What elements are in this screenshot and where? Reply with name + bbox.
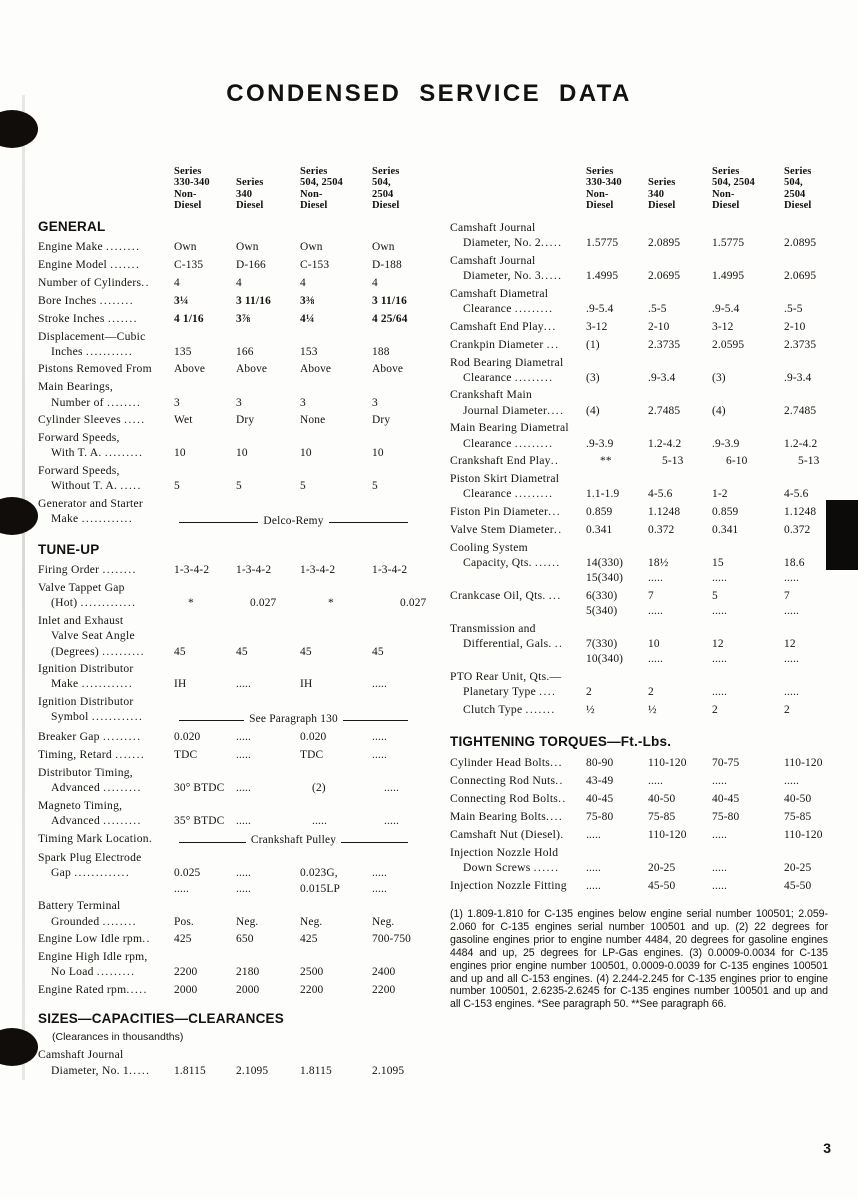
table-row: Fiston Pin Diameter... 0.859 1.1248 0.859 1.1248	[450, 505, 817, 519]
table-row: Crankpin Diameter ... (1) 2.3735 2.0595 2.3735	[450, 337, 817, 351]
table-row: Pistons Removed From Above Above Above Above	[38, 362, 404, 376]
table-row: Cylinder Sleeves ..... Wet Dry None Dry	[38, 413, 391, 427]
section-heading-sizes: SIZES—CAPACITIES—CLEARANCES	[38, 1011, 284, 1027]
title-word-1: CONDENSED	[226, 80, 402, 107]
span-value: Crankshaft Pulley	[250, 834, 337, 847]
rule-left	[179, 842, 246, 843]
table-row: Main Bearings, Number of ........ 3 3 3 3	[38, 380, 378, 409]
table-row: Crankshaft Main Journal Diameter.... (4) 2.7485 (4) 2.7485	[450, 388, 817, 417]
column-header-row-left	[38, 150, 413, 212]
section-body-sizes-right	[450, 220, 825, 718]
table-row: Engine Low Idle rpm.. 425 650 425 700-750	[38, 932, 412, 946]
table-row: Battery Terminal Grounded ........ Pos. Neg. Neg. Neg.	[38, 899, 395, 928]
table-row: Magneto Timing, Advanced ......... 35° BTDC ..... ..... .....	[38, 798, 399, 827]
table-row: Forward Speeds, With T. A. ......... 10 10 10 10	[38, 431, 384, 460]
table-row: Main Bearing Diametral Clearance ......... .9-3.9 1.2-4.2 .9-3.9 1.2-4.2	[450, 421, 818, 450]
section-heading-tuneup: TUNE-UP	[38, 542, 100, 558]
rule-right	[341, 842, 408, 843]
table-row: Breaker Gap ......... 0.020 ..... 0.020 .....	[38, 729, 387, 743]
table-row: Camshaft Nut (Diesel). ..... 110-120 ..... 110-120	[450, 827, 823, 841]
table-row: Camshaft Journal Diameter, No. 1..... 1.8115 2.1095 1.8115 2.1095	[38, 1048, 405, 1077]
table-row: Piston Skirt Diametral Clearance ......... 1.1-1.9 4-5.6 1-2 4-5.6	[450, 472, 809, 501]
table-row: Engine Model ....... C-135 D-166 C-153 D-188	[38, 257, 402, 271]
table-row: Valve Stem Diameter.. 0.341 0.372 0.341 0.372	[450, 522, 811, 536]
rule-right	[343, 720, 408, 721]
binding-hole-mark-1	[0, 110, 38, 148]
rule-left	[179, 522, 258, 523]
table-row: Transmission and Differential, Gals. .. 7(330) 10 12 12 10(340) ..... ..... .....	[450, 621, 799, 666]
section-body-tuneup	[38, 562, 427, 998]
table-row: Camshaft Journal Diameter, No. 2..... 1.5775 2.0895 1.5775 2.0895	[450, 221, 817, 250]
table-row: Generator and Starter Make ............ Delco-Remy	[38, 496, 413, 529]
column-header-row-right	[450, 150, 825, 212]
rule-left	[179, 720, 244, 721]
span-value: See Paragraph 130	[249, 713, 338, 726]
column-header-series-504-2504-nondiesel-right: Series 504, 2504 Non- Diesel	[712, 165, 755, 212]
table-row: Cooling System Capacity, Qts. ...... 14(330) 18½ 15 18.6 15(340) ..... ..... .....	[450, 540, 805, 585]
table-row: Engine Rated rpm..... 2000 2000 2200 2200	[38, 983, 396, 997]
binding-hole-mark-3	[0, 1028, 38, 1066]
page-number: 3	[823, 1140, 831, 1156]
table-row: Injection Nozzle Fitting ..... 45-50 ..... 45-50	[450, 878, 812, 892]
footnotes-block	[450, 908, 828, 1011]
section-body-sizes-left	[38, 1047, 413, 1078]
title-word-3: DATA	[558, 80, 632, 107]
table-row: Camshaft End Play... 3-12 2-10 3-12 2-10	[450, 319, 806, 333]
table-row: Valve Tappet Gap (Hot) ............. * 0.027 * 0.027	[38, 581, 427, 610]
page-title	[0, 80, 858, 108]
table-row: Ignition Distributor Symbol ............ See Paragraph 130	[38, 694, 413, 727]
table-row: Camshaft Diametral Clearance ......... .9-5.4 .5-5 .9-5.4 .5-5	[450, 286, 803, 316]
table-row: Distributor Timing, Advanced ......... 30° BTDC ..... (2) .....	[38, 765, 399, 794]
table-row: Engine High Idle rpm, No Load ......... 2200 2180 2500 2400	[38, 950, 396, 979]
column-header-series-330-340-nondiesel-right: Series 330-340 Non- Diesel	[586, 165, 622, 212]
footnotes-text: (1) 1.809-1.810 for C-135 engines below engine serial number 100501; 2.059-2.060 for C-135 engines serial number 100501 and up. (2) 22 degrees for gasoline engines prior to engine number 4484, 20 degrees for gasoline engines 4484 and up, 25 degrees for LP-Gas engines. (3) 0.0009-0.0034 for C-135 engines prior engine number 100501, 0.0009-0.0039 for C-135 engines 100501 and up and all C-153 engines. (4) 2.244-2.245 for C-135 engines prior to engine number 100501, 2.6235-2.6245 for C-135 engines number 100501 and up and all C-153 engines. *See paragraph 50. **See paragraph 66.	[450, 908, 828, 1011]
table-row: Firing Order ........ 1-3-4-2 1-3-4-2 1-3-4-2 1-3-4-2	[38, 563, 408, 577]
table-row: Bore Inches ........ 3¼ 3 11/16 3⅜ 3 11/16	[38, 293, 407, 307]
table-row: Rod Bearing Diametral Clearance ......... (3) .9-3.4 (3) .9-3.4	[450, 355, 812, 384]
table-row: Spark Plug Electrode Gap ............. 0.025 ..... 0.023G, ..... ..... ..... 0.015LP .....	[38, 851, 387, 895]
table-row: Number of Cylinders.. 4 4 4 4	[38, 275, 378, 289]
left-column	[38, 150, 427, 1080]
rule-right	[329, 522, 408, 523]
right-column	[450, 150, 825, 895]
table-row: Injection Nozzle Hold Down Screws ...... ..... 20-25 ..... 20-25	[450, 845, 812, 874]
section-body-general	[38, 239, 413, 529]
table-row: Timing, Retard ....... TDC ..... TDC .....	[38, 747, 387, 761]
table-row: Forward Speeds, Without T. A. ..... 5 5 5 5	[38, 464, 378, 493]
scan-edge-artifact	[22, 95, 25, 1080]
table-row: Stroke Inches ....... 4 1/16 3⅞ 4¼ 4 25/64	[38, 311, 408, 325]
table-row: PTO Rear Unit, Qts.— Planetary Type .... 2 2 ..... .....	[450, 670, 799, 699]
section-heading-torques: TIGHTENING TORQUES—Ft.-Lbs.	[450, 734, 672, 750]
table-row: Camshaft Journal Diameter, No. 3..... 1.4995 2.0695 1.4995 2.0695	[450, 253, 817, 283]
column-header-series-504-2504-nondiesel: Series 504, 2504 Non- Diesel	[300, 165, 343, 212]
table-row: Engine Make ........ Own Own Own Own	[38, 240, 395, 253]
column-header-series-504-2504-diesel: Series 504, 2504 Diesel	[372, 165, 400, 212]
table-row: Cylinder Head Bolts... 80-90 110-120 70-75 110-120	[450, 756, 823, 770]
binding-hole-mark-2	[0, 497, 38, 535]
table-row: Crankcase Oil, Qts. ... 6(330) 7 5 7 5(340) ..... ..... .....	[450, 588, 799, 618]
section-body-torques	[450, 755, 825, 894]
column-header-series-340-diesel-right: Series 340 Diesel	[648, 177, 676, 212]
column-header-series-340-diesel: Series 340 Diesel	[236, 177, 264, 212]
table-row: Connecting Rod Bolts.. 40-45 40-50 40-45 40-50	[450, 791, 812, 805]
column-header-series-504-2504-diesel-right: Series 504, 2504 Diesel	[784, 165, 812, 212]
table-row: Inlet and Exhaust Valve Seat Angle (Degrees) .......... 45 45 45 45	[38, 614, 384, 658]
table-row: Main Bearing Bolts.... 75-80 75-85 75-80 75-85	[450, 809, 812, 823]
table-row: Timing Mark Location. Crankshaft Pulley	[38, 831, 413, 849]
title-word-2: SERVICE	[419, 80, 541, 107]
table-row: Clutch Type ....... ½ ½ 2 2	[463, 702, 790, 716]
table-row: Ignition Distributor Make ............ IH ..... IH .....	[38, 662, 387, 691]
column-header-series-330-340-nondiesel: Series 330-340 Non- Diesel	[174, 165, 210, 212]
table-row: Crankshaft End Play.. ** 5-13 6-10 5-13	[450, 454, 820, 468]
table-row: Connecting Rod Nuts.. 43-49 ..... ..... .....	[450, 774, 799, 788]
table-row: Displacement—Cubic Inches ........... 135 166 153 188	[38, 329, 390, 358]
section-heading-general: GENERAL	[38, 219, 106, 234]
sizes-subnote: (Clearances in thousandths)	[52, 1031, 184, 1044]
span-value: Delco-Remy	[263, 515, 324, 528]
